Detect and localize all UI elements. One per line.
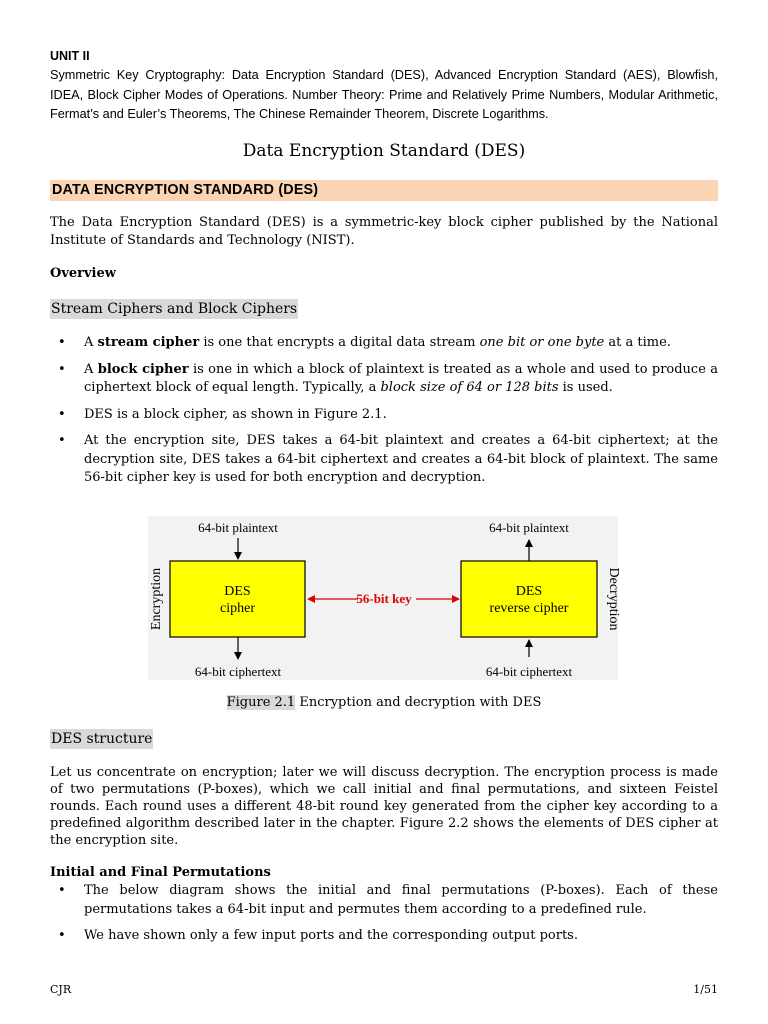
list-item: • A stream cipher is one that encrypts a digital data stream one bit or one byte at a time. [50, 334, 718, 353]
right-output-label: 64-bit plaintext [489, 520, 569, 535]
permutations-heading: Initial and Final Permutations [50, 865, 271, 880]
figure-caption-label: Figure 2.1 [226, 695, 296, 710]
stream-block-list [50, 334, 718, 488]
document-title: Data Encryption Standard (DES) [242, 141, 526, 161]
section-banner [50, 180, 718, 201]
right-input-label: 64-bit ciphertext [485, 664, 573, 679]
des-structure-heading: DES structure [51, 731, 153, 747]
decryption-label: Decryption [606, 567, 621, 631]
syllabus-text: Symmetric Key Cryptography: Data Encryption Standard (DES), Advanced Encryption Standard (AES), Blowfish, IDEA, Block Cipher Modes of Operations. Number Theory: Prime and Relatively Prime Numbers, Modular Arithmetic, Fermat’s and Euler’s Theorems, The Chinese Remainder Theorem, Discrete Logarithms. [50, 68, 718, 121]
list-item: • A block cipher is one in which a block of plaintext is treated as a whole and used to produce a ciphertext block of equal length. Typically, a block size of 64 or 128 bits is used. [58, 361, 718, 395]
bullet-icon: • [58, 433, 66, 448]
encryption-label: Encryption [149, 567, 164, 631]
left-input-label: 64-bit plaintext [198, 520, 278, 535]
des-structure-paragraph: Let us concentrate on encryption; later we will discuss decryption. The encryption process is made of two permutations (P-boxes), which we call initial and final permutations, and sixteen Feistel rounds. Each round uses a different 48-bit round key generated from the cipher key according to a predefined algorithm described later in the chapter. Figure 2.2 shows the elements of DES cipher at the encryption site. [50, 765, 718, 848]
des-cipher-box [170, 561, 305, 637]
term-stream-cipher: stream cipher [97, 335, 200, 350]
figure-caption-text: Encryption and decryption with DES [295, 695, 542, 710]
list-item: • We have shown only a few input ports and the corresponding output ports. [50, 927, 718, 946]
des-diagram [148, 516, 621, 680]
bullet-icon: • [58, 406, 66, 422]
term-block-cipher: block cipher [97, 361, 189, 377]
footer-author: CJR [50, 983, 72, 996]
permutations-list [50, 882, 718, 946]
bullet-icon: • [58, 335, 66, 350]
des-reverse-cipher-box [461, 561, 597, 637]
list-item: • The below diagram shows the initial and final permutations (P-boxes). Each of these permutations takes a 64-bit input and permutes them according to a predefined rule. [58, 883, 718, 917]
footer-page-number: 1/51 [693, 983, 718, 996]
left-output-label: 64-bit ciphertext [194, 664, 282, 679]
des-reverse-subtitle: reverse cipher [489, 601, 569, 616]
des-cipher-title: DES [224, 584, 251, 599]
overview-heading: Overview [50, 266, 116, 281]
bullet-icon: • [58, 883, 66, 898]
section-banner-label: DATA ENCRYPTION STANDARD (DES) [52, 182, 319, 198]
des-reverse-title: DES [515, 584, 543, 599]
des-cipher-subtitle: cipher [220, 601, 255, 616]
bullet-icon: • [58, 928, 66, 943]
intro-paragraph: The Data Encryption Standard (DES) is a symmetric-key block cipher published by the National Institute of Standards and Technology (NIST). [50, 215, 718, 248]
key-label: 56-bit key [356, 591, 412, 606]
figure-caption [50, 695, 718, 710]
unit-title: UNIT II [50, 49, 90, 63]
list-item: • DES is a block cipher, as shown in Figure 2.1. [50, 406, 718, 425]
bullet-icon: • [58, 361, 66, 377]
list-item: • At the encryption site, DES takes a 64-bit plaintext and creates a 64-bit ciphertext; at the decryption site, DES takes a 64-bit ciphertext and creates a 64-bit block of plaintext. The same 56-bit cipher key is used for both encryption and decryption. [58, 433, 718, 485]
stream-block-heading: Stream Ciphers and Block Ciphers [51, 301, 298, 317]
figure-des-encryption-decryption [148, 516, 621, 680]
